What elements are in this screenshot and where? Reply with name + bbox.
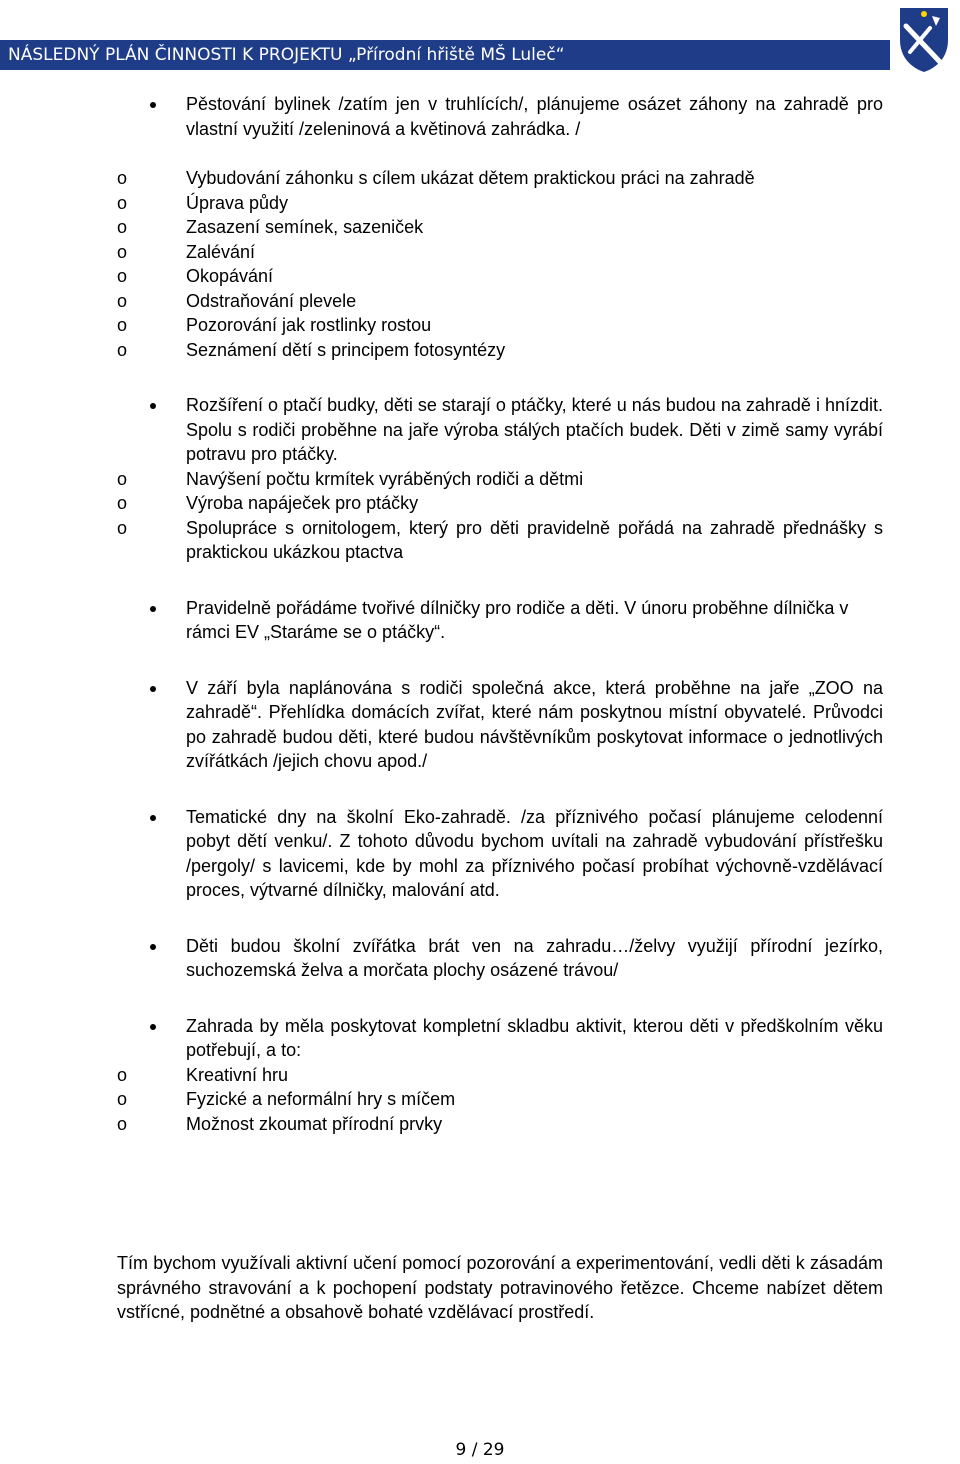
bullet-section-zoo-event [186,676,883,774]
list-item: o Zalévání [117,241,256,262]
header-bar [0,40,890,70]
bullet-section-theme-days [186,805,883,903]
bullet-icon [150,606,156,612]
bullet-icon [150,1024,156,1030]
list-item: o Spolupráce s ornitologem, který pro děti pravidelně pořádá na zahradě přednášky s praktickou ukázkou ptactva [117,517,883,562]
list-item: o Pozorování jak rostlinky rostou [117,315,432,335]
bullet-section-herbs [117,92,883,362]
sub-list [117,166,883,362]
section-text: Pravidelně pořádáme tvořivé dílničky pro rodiče a děti. V únoru proběhne dílnička v rámci EV „Staráme se o ptáčky“. [186,597,849,642]
section-text: Rozšíření o ptačí budky, děti se starají o ptáčky, které u nás budou na zahradě i hnízdit. Spolu s rodiči proběhne na jaře výroba stálých ptačích budek. Děti v zimě samy vyrábí potravu pro ptáčky. [186,395,883,464]
sub-list [117,467,883,565]
list-item: o Navýšení počtu krmítek vyráběných rodiči a dětmi [117,468,584,489]
conclusion-paragraph: Tím bychom využívali aktivní učení pomocí pozorování a experimentování, vedli děti k zásadám správného stravování a k pochopení podstaty potravinového řetězce. Chceme nabízet dětem vstřícné, podnětné a obsahově bohaté vzdělávací prostředí. [117,1253,883,1322]
bullet-section-bird-houses [117,393,883,565]
page-number: 9 / 29 [455,1440,505,1460]
list-item: o Kreativní hru [117,1064,289,1085]
bullet-icon [150,815,156,821]
bullet-section-activities [117,1014,883,1137]
section-text: Zahrada by měla poskytovat kompletní skladbu aktivit, kterou děti v předškolním věku potřebují, a to: [186,1015,883,1060]
sub-list [117,1063,883,1137]
list-item: o Možnost zkoumat přírodní prvky [117,1113,443,1134]
bullet-section-workshops [186,596,883,645]
document-body [0,92,960,1136]
list-item: o Okopávání [117,266,274,286]
section-text: Děti budou školní zvířátka brát ven na zahradu…/želvy využijí přírodní jezírko, suchozemská želva a morčata plochy osázené trávou/ [186,935,883,980]
section-text: Tematické dny na školní Eko-zahradě. /za příznivého počasí plánujeme celodenní pobyt dětí venku/. Z tohoto důvodu bychom uvítali na zahradě vybudování přístřešku /pergoly/ s lavicemi, kde by mohl za příznivého počasí probíhat výchovně-vzdělávací proces, výtvarné dílničky, malování atd. [186,806,883,900]
section-text: V září byla naplánována s rodiči společná akce, která proběhne na jaře „ZOO na zahradě“. Přehlídka domácích zvířat, které nám poskytnou místní obyvatelé. Průvodci po zahradě budou děti, které budou návštěvníkům poskytovat informace o jednotlivých zvířátkách /jejich chovu apod./ [186,677,883,771]
document-header-title: NÁSLEDNÝ PLÁN ČINNOSTI K PROJEKTU „Přírodní hřiště MŠ Luleč“ [8,45,565,65]
bullet-icon [150,686,156,692]
list-item: o Seznámení dětí s principem fotosyntézy [117,339,506,360]
bullet-section-school-animals [186,934,883,983]
list-item: o Výroba napáječek pro ptáčky [117,493,419,513]
list-item: o Vybudování záhonku s cílem ukázat dětem praktickou práci na zahradě [117,168,755,188]
list-item: o Zasazení semínek, sazeniček [117,217,424,237]
list-item: o Fyzické a neformální hry s míčem [117,1089,456,1109]
list-item: o Úprava půdy [117,192,289,213]
list-item: o Odstraňování plevele [117,290,357,311]
coat-of-arms-logo-icon [896,4,952,74]
bullet-icon [150,102,156,108]
bullet-icon [150,403,156,409]
section-text: Pěstování bylinek /zatím jen v truhlících/, plánujeme osázet záhony na zahradě pro vlastní využití /zeleninová a květinová zahrádka. / [186,94,883,139]
bullet-icon [150,944,156,950]
